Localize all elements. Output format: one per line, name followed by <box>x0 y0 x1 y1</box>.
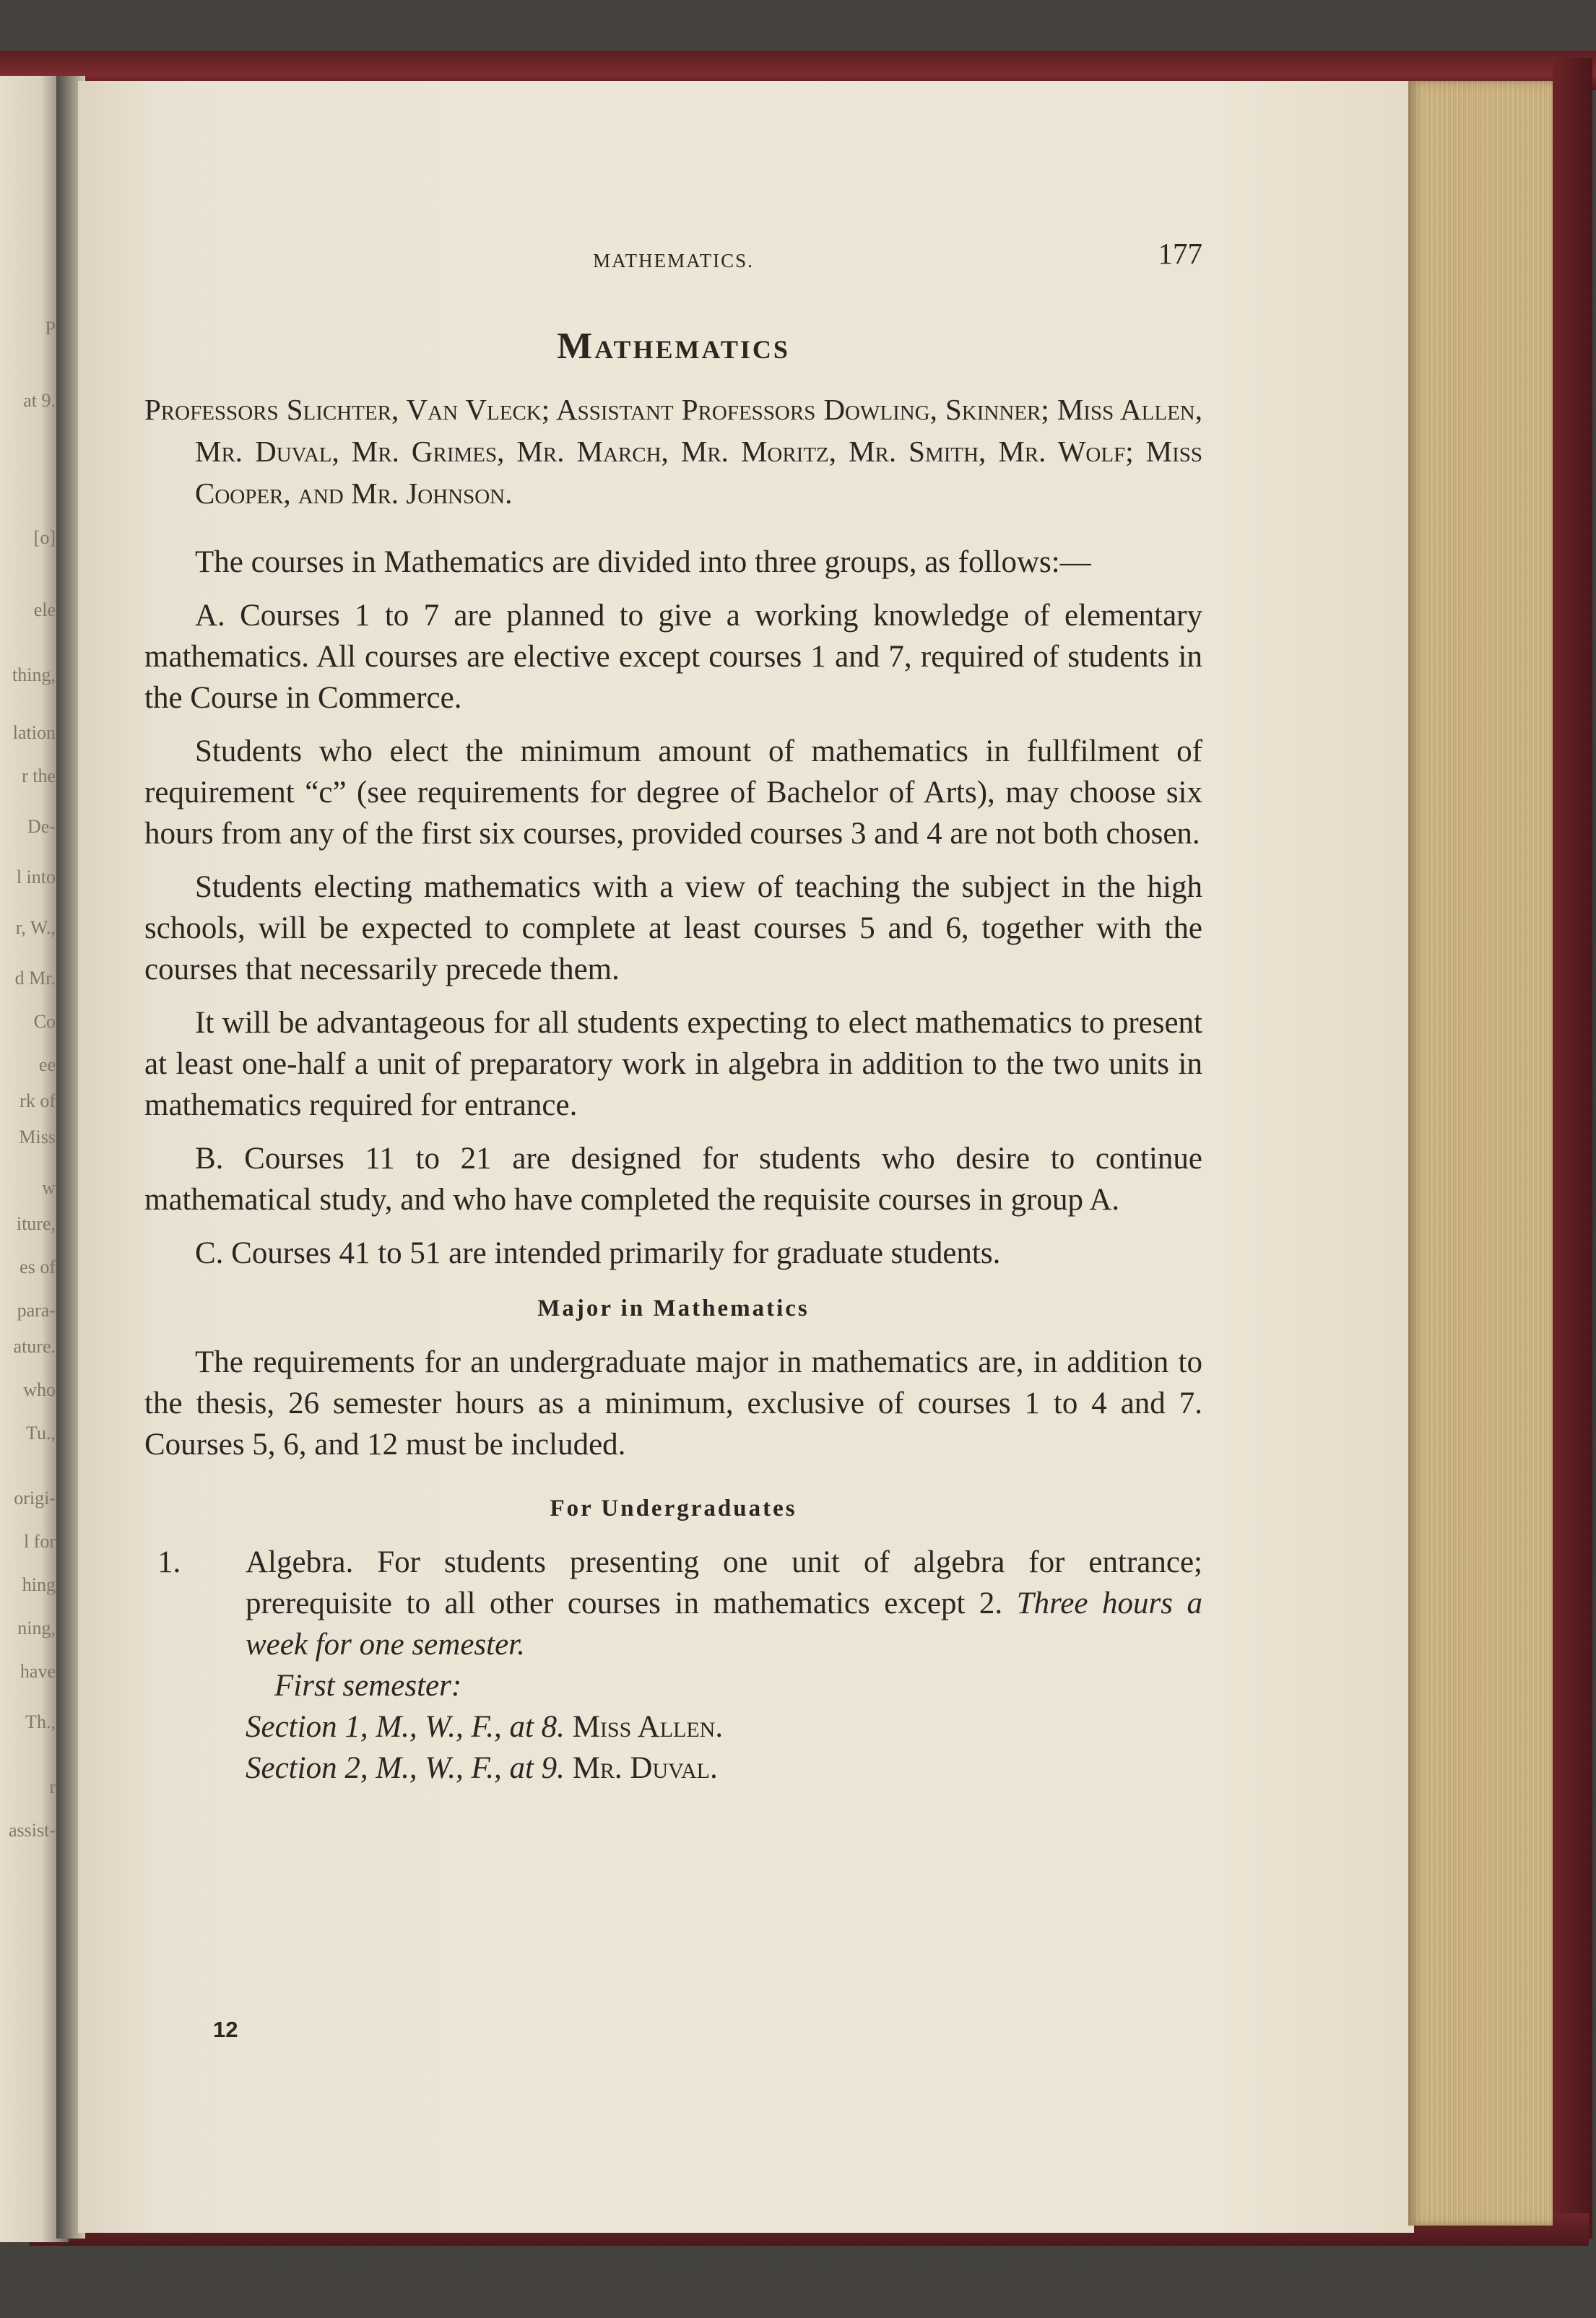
section-instructor: Miss Allen. <box>572 1710 724 1744</box>
previous-page-fragment: Co <box>33 1011 56 1032</box>
previous-page-fragment: r <box>49 1776 56 1797</box>
page-text <box>144 231 1202 1789</box>
previous-page-fragment: d Mr. <box>14 968 56 989</box>
major-paragraph: The requirements for an undergraduate major in mathematics are, in addition to the thesis, 26 semester hours as a minimum, exclusive of courses 1 to 4 and 7. Courses 5, 6, and 12 must be included. <box>144 1345 1202 1462</box>
previous-page-fragment: have <box>19 1661 56 1682</box>
previous-page-fragment: assist- <box>9 1820 56 1841</box>
previous-page-fragment: Miss <box>19 1127 56 1147</box>
previous-page-fragment: thing, <box>12 664 56 685</box>
section-instructor: Mr. Duval. <box>572 1751 718 1785</box>
faculty-list: Professors Slichter, Van Vleck; Assistant Professors Dowling, Skinner; Miss Allen, Mr. Duval, Mr. Grimes, Mr. March, Mr. Moritz, Mr. Smith, Mr. Wolf; Miss Cooper, and Mr. Johnson. <box>144 393 1202 510</box>
course-hours: Three hours a week for one semester. <box>246 1586 1202 1662</box>
preparatory-paragraph: It will be advantageous for all students expecting to elect mathematics to present at least one-half a unit of preparatory work in algebra in addition to the two units in mathematics required for entrance. <box>144 1006 1202 1122</box>
group-c-paragraph: C. Courses 41 to 51 are intended primarily for graduate students. <box>195 1236 1001 1270</box>
previous-page-fragment: origi- <box>14 1488 56 1509</box>
undergrad-heading: For Undergraduates <box>550 1496 797 1522</box>
previous-page-fragment: w <box>42 1177 56 1198</box>
previous-page-fragment: Th., <box>25 1711 56 1732</box>
group-a-paragraph: A. Courses 1 to 7 are planned to give a working knowledge of elementary mathematics. All courses are elective except courses 1 and 7, required of students in the Course in Commerce. <box>144 599 1202 715</box>
course-description <box>246 1542 1202 1665</box>
previous-page-fragment: iture, <box>16 1213 56 1234</box>
major-heading: Major in Mathematics <box>537 1295 810 1321</box>
course-text: Algebra. For students presenting one unit of algebra for entrance; prerequisite to all other courses in mathematics except 2. <box>246 1545 1202 1620</box>
previous-page-fragment: ee <box>38 1054 56 1075</box>
course-number: 1. <box>157 1545 181 1579</box>
previous-page-fragment: at 9. <box>23 390 56 411</box>
course-entry <box>144 1542 1202 1789</box>
signature-mark: 12 <box>213 2017 238 2042</box>
previous-page-fragment: P <box>45 318 56 339</box>
semester-label: First semester: <box>274 1669 462 1703</box>
previous-page-fragment: ning, <box>17 1618 56 1638</box>
section-line-2 <box>246 1748 1202 1789</box>
previous-page-fragment: De- <box>27 816 56 837</box>
previous-page-fragment: rk of <box>19 1090 56 1111</box>
previous-page-fragment: l into <box>16 867 56 887</box>
section-title: Mathematics <box>557 326 790 367</box>
previous-page-fragment: lation <box>12 722 56 743</box>
intro-paragraph: The courses in Mathematics are divided into three groups, as follows:— <box>195 545 1091 579</box>
section-label: Section 1, M., W., F., at 8. <box>246 1710 565 1744</box>
section-label: Section 2, M., W., F., at 9. <box>246 1751 565 1785</box>
page-number: 177 <box>1158 237 1202 270</box>
previous-page-fragment: hing <box>22 1574 56 1595</box>
previous-page-fragment: Tu., <box>26 1423 56 1444</box>
previous-page-fragment: r the <box>22 765 56 786</box>
section-line-1 <box>246 1706 1202 1748</box>
previous-page-fragment: ature. <box>13 1336 56 1357</box>
group-b-paragraph: B. Courses 11 to 21 are designed for students who desire to continue mathematical study, and who have completed the requisite courses in group A. <box>144 1142 1202 1217</box>
previous-page-fragment: r, W., <box>15 917 56 938</box>
book-cover-right <box>1553 58 1592 2239</box>
running-head <box>144 237 1202 284</box>
teaching-paragraph: Students electing mathematics with a view of teaching the subject in the high schools, will be expected to complete at least courses 5 and 6, together with the courses that necessarily precede them. <box>144 870 1202 986</box>
previous-page-fragment: [o] <box>33 527 56 548</box>
previous-page-fragment: who <box>23 1379 56 1400</box>
previous-page-fragment: l for <box>23 1531 56 1552</box>
previous-page-fragment: es of <box>19 1256 56 1277</box>
page-edges <box>1408 81 1553 2226</box>
minimum-requirement-paragraph: Students who elect the minimum amount of mathematics in fullfilment of requirement “c” (see requirements for degree of Bachelor of Arts), may choose six hours from any of the first six courses, provided courses 3 and 4 are not both chosen. <box>144 734 1202 851</box>
running-head-title: MATHEMATICS. <box>593 250 754 272</box>
previous-page-fragment: para- <box>17 1300 56 1321</box>
previous-page-fragment: ele <box>33 599 56 620</box>
